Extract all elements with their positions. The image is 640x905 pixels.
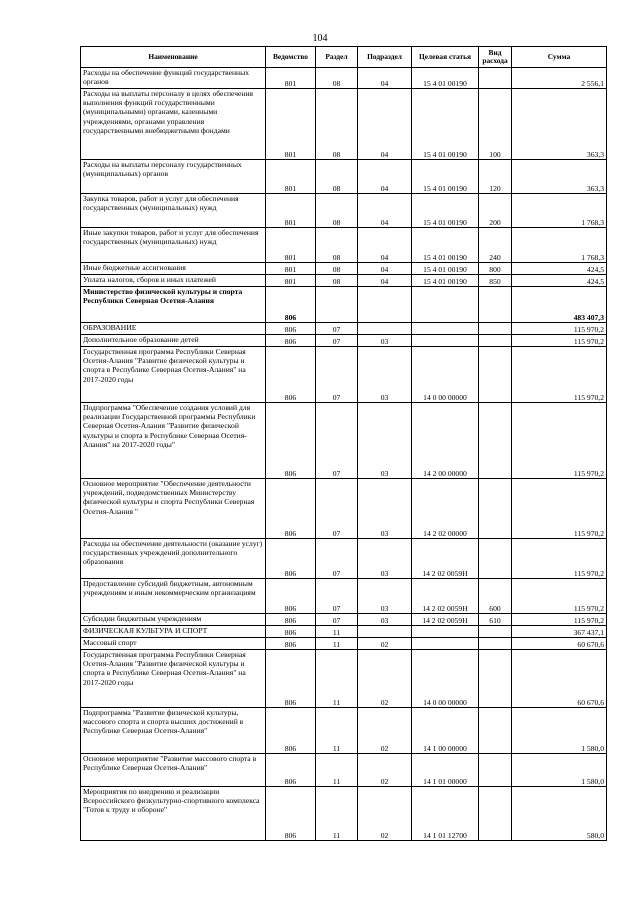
row-podrazdel-cell — [358, 626, 412, 638]
table-row — [81, 479, 607, 539]
row-vedomstvo-cell: 806 — [266, 708, 316, 754]
row-summa-cell: 1 580,0 — [512, 754, 607, 787]
row-razdel-cell: 11 — [316, 708, 358, 754]
row-vedomstvo-cell: 806 — [266, 579, 316, 614]
row-name-cell: Уплата налогов, сборов и иных платежей — [81, 275, 266, 287]
row-summa-cell: 367 437,1 — [512, 626, 607, 638]
row-razdel-cell: 08 — [316, 263, 358, 275]
row-summa-cell: 424,5 — [512, 275, 607, 287]
row-razdel-cell: 07 — [316, 347, 358, 403]
row-vedomstvo-cell: 801 — [266, 89, 316, 160]
header-podrazdel: Подраздел — [358, 47, 412, 68]
table-row — [81, 160, 607, 194]
row-vid-cell: 100 — [479, 89, 512, 160]
row-summa-cell: 115 970,2 — [512, 403, 607, 479]
row-razdel-cell: 07 — [316, 335, 358, 347]
table-row — [81, 347, 607, 403]
row-vid-cell — [479, 626, 512, 638]
row-statya-cell: 14 2 02 0059Н — [412, 579, 479, 614]
row-statya-cell — [412, 287, 479, 323]
row-podrazdel-cell: 03 — [358, 479, 412, 539]
table-row — [81, 89, 607, 160]
row-razdel-cell: 07 — [316, 579, 358, 614]
row-razdel-cell: 11 — [316, 787, 358, 841]
row-podrazdel-cell: 02 — [358, 787, 412, 841]
row-name-cell: Подпрограмма "Обеспечение создания условий для реализации Государственной программы Республики Северная Осетия-Алания "Развитие физической культуры и спорта в Республике Северная Осетия-Алания" на 2017-2020 годы" — [81, 403, 266, 479]
header-statya: Целевая статья — [412, 47, 479, 68]
row-name-cell: Расходы на обеспечение функций государственных органов — [81, 68, 266, 89]
row-statya-cell: 14 1 01 12700 — [412, 787, 479, 841]
row-razdel-cell: 08 — [316, 68, 358, 89]
table-row — [81, 194, 607, 228]
table-row — [81, 754, 607, 787]
row-summa-cell: 115 970,2 — [512, 323, 607, 335]
row-vid-cell: 600 — [479, 579, 512, 614]
table-row — [81, 638, 607, 650]
row-razdel-cell: 07 — [316, 479, 358, 539]
row-podrazdel-cell: 03 — [358, 347, 412, 403]
row-summa-cell: 1 768,3 — [512, 194, 607, 228]
row-razdel-cell: 11 — [316, 650, 358, 708]
row-vid-cell — [479, 479, 512, 539]
table-row — [81, 579, 607, 614]
row-vid-cell: 120 — [479, 160, 512, 194]
row-statya-cell: 14 2 02 0059Н — [412, 614, 479, 626]
row-summa-cell: 115 970,2 — [512, 479, 607, 539]
row-razdel-cell: 07 — [316, 539, 358, 579]
row-podrazdel-cell: 03 — [358, 335, 412, 347]
row-vid-cell — [479, 403, 512, 479]
row-podrazdel-cell: 04 — [358, 275, 412, 287]
row-statya-cell — [412, 626, 479, 638]
row-podrazdel-cell — [358, 287, 412, 323]
table-row — [81, 323, 607, 335]
row-name-cell: Субсидии бюджетным учреждениям — [81, 614, 266, 626]
row-vid-cell — [479, 323, 512, 335]
row-vid-cell: 850 — [479, 275, 512, 287]
row-razdel-cell: 07 — [316, 323, 358, 335]
row-statya-cell: 14 1 00 00000 — [412, 708, 479, 754]
row-summa-cell: 363,3 — [512, 160, 607, 194]
row-vid-cell — [479, 650, 512, 708]
row-name-cell: Основное мероприятие "Развитие массового спорта в Республике Северная Осетия-Алания" — [81, 754, 266, 787]
row-name-cell: Подпрограмма "Развитие физической культуры, массового спорта и спорта высших достижений в Республике Северная Осетия-Алания" — [81, 708, 266, 754]
row-statya-cell: 14 1 01 00000 — [412, 754, 479, 787]
row-vid-cell — [479, 638, 512, 650]
header-name: Наименование — [81, 47, 266, 68]
row-vedomstvo-cell: 806 — [266, 787, 316, 841]
table-body — [81, 68, 607, 841]
row-vid-cell — [479, 347, 512, 403]
row-statya-cell: 15 4 01 00190 — [412, 194, 479, 228]
row-vedomstvo-cell: 806 — [266, 626, 316, 638]
row-statya-cell: 15 4 01 00190 — [412, 263, 479, 275]
row-vedomstvo-cell: 801 — [266, 68, 316, 89]
row-razdel-cell: 11 — [316, 626, 358, 638]
row-name-cell: Расходы на обеспечение деятельности (оказание услуг) государственных учреждений дополнительного образования — [81, 539, 266, 579]
row-statya-cell: 14 2 02 0059Н — [412, 539, 479, 579]
row-name-cell: Предоставление субсидий бюджетным, автономным учреждениям и иным некоммерческим организациям — [81, 579, 266, 614]
row-statya-cell — [412, 323, 479, 335]
budget-table — [80, 46, 607, 841]
row-vedomstvo-cell: 806 — [266, 287, 316, 323]
table-row — [81, 335, 607, 347]
row-podrazdel-cell: 03 — [358, 403, 412, 479]
row-vedomstvo-cell: 806 — [266, 479, 316, 539]
row-name-cell: Расходы на выплаты персоналу в целях обеспечения выполнения функций государственными (муниципальными) органами, казенными учреждениями, органами управления государственными внебюджетными фондами — [81, 89, 266, 160]
row-summa-cell: 2 556,1 — [512, 68, 607, 89]
row-podrazdel-cell — [358, 323, 412, 335]
table-row — [81, 287, 607, 323]
row-razdel-cell: 07 — [316, 403, 358, 479]
row-name-cell: Иные бюджетные ассигнования — [81, 263, 266, 275]
row-vedomstvo-cell: 806 — [266, 650, 316, 708]
row-statya-cell: 15 4 01 00190 — [412, 160, 479, 194]
row-razdel-cell: 08 — [316, 194, 358, 228]
row-name-cell: Массовый спорт — [81, 638, 266, 650]
row-name-cell: Дополнительное образование детей — [81, 335, 266, 347]
row-summa-cell: 115 970,2 — [512, 539, 607, 579]
row-vid-cell: 240 — [479, 228, 512, 263]
row-vedomstvo-cell: 806 — [266, 539, 316, 579]
row-statya-cell: 15 4 01 00190 — [412, 68, 479, 89]
row-vedomstvo-cell: 806 — [266, 754, 316, 787]
table-header-row — [81, 47, 607, 68]
row-vedomstvo-cell: 801 — [266, 263, 316, 275]
row-vedomstvo-cell: 806 — [266, 323, 316, 335]
row-vedomstvo-cell: 801 — [266, 275, 316, 287]
table-row — [81, 539, 607, 579]
table-row — [81, 787, 607, 841]
row-vid-cell — [479, 754, 512, 787]
row-podrazdel-cell: 02 — [358, 638, 412, 650]
row-vid-cell — [479, 335, 512, 347]
row-name-cell: Государственная программа Республики Северная Осетия-Алания "Развитие физической культуры и спорта в Республике Северная Осетия-Алания" на 2017-2020 годы — [81, 347, 266, 403]
row-podrazdel-cell: 04 — [358, 263, 412, 275]
table-row — [81, 68, 607, 89]
row-podrazdel-cell: 04 — [358, 194, 412, 228]
row-vid-cell — [479, 287, 512, 323]
page-number: 104 — [312, 33, 328, 44]
row-name-cell: Мероприятия по внедрению и реализации Всероссийского физкультурно-спортивного комплекса "Готов к труду и обороне" — [81, 787, 266, 841]
row-razdel-cell: 11 — [316, 638, 358, 650]
row-razdel-cell: 11 — [316, 754, 358, 787]
row-name-cell: ФИЗИЧЕСКАЯ КУЛЬТУРА И СПОРТ — [81, 626, 266, 638]
row-vedomstvo-cell: 806 — [266, 638, 316, 650]
row-summa-cell: 115 970,2 — [512, 579, 607, 614]
row-summa-cell: 363,3 — [512, 89, 607, 160]
row-razdel-cell: 07 — [316, 614, 358, 626]
table-row — [81, 403, 607, 479]
row-summa-cell: 580,0 — [512, 787, 607, 841]
row-statya-cell: 14 0 00 00000 — [412, 347, 479, 403]
row-vid-cell: 800 — [479, 263, 512, 275]
row-podrazdel-cell: 03 — [358, 579, 412, 614]
row-vedomstvo-cell: 801 — [266, 228, 316, 263]
header-razdel: Раздел — [316, 47, 358, 68]
row-podrazdel-cell: 04 — [358, 68, 412, 89]
row-razdel-cell: 08 — [316, 89, 358, 160]
row-podrazdel-cell: 02 — [358, 708, 412, 754]
row-vedomstvo-cell: 806 — [266, 403, 316, 479]
row-statya-cell: 15 4 01 00190 — [412, 228, 479, 263]
row-name-cell: Министерство физической культуры и спорта Республики Северная Осетия-Алания — [81, 287, 266, 323]
header-summa: Сумма — [512, 47, 607, 68]
row-summa-cell: 1 768,3 — [512, 228, 607, 263]
table-row — [81, 708, 607, 754]
row-name-cell: Закупка товаров, работ и услуг для обеспечения государственных (муниципальных) нужд — [81, 194, 266, 228]
row-statya-cell: 14 0 00 00000 — [412, 650, 479, 708]
row-razdel-cell: 08 — [316, 160, 358, 194]
row-summa-cell: 1 580,0 — [512, 708, 607, 754]
row-vid-cell — [479, 787, 512, 841]
row-name-cell: Расходы на выплаты персоналу государственных (муниципальных) органов — [81, 160, 266, 194]
table-row — [81, 614, 607, 626]
row-name-cell: Основное мероприятие "Обеспечение деятельности учреждений, подведомственных Министерству физической культуры и спорта Республики Северная Осетия-Алания " — [81, 479, 266, 539]
row-statya-cell: 15 4 01 00190 — [412, 275, 479, 287]
row-razdel-cell: 08 — [316, 228, 358, 263]
row-summa-cell: 115 970,2 — [512, 614, 607, 626]
row-vedomstvo-cell: 801 — [266, 194, 316, 228]
row-vedomstvo-cell: 806 — [266, 335, 316, 347]
table-row — [81, 275, 607, 287]
row-summa-cell: 60 670,6 — [512, 638, 607, 650]
row-razdel-cell — [316, 287, 358, 323]
row-statya-cell: 14 2 02 00000 — [412, 479, 479, 539]
header-vedomstvo: Ведомство — [266, 47, 316, 68]
row-vid-cell: 200 — [479, 194, 512, 228]
row-podrazdel-cell: 04 — [358, 89, 412, 160]
row-vid-cell: 610 — [479, 614, 512, 626]
row-podrazdel-cell: 04 — [358, 160, 412, 194]
row-podrazdel-cell: 02 — [358, 754, 412, 787]
row-summa-cell: 424,5 — [512, 263, 607, 275]
row-statya-cell — [412, 638, 479, 650]
row-podrazdel-cell: 03 — [358, 539, 412, 579]
row-podrazdel-cell: 04 — [358, 228, 412, 263]
row-vedomstvo-cell: 806 — [266, 614, 316, 626]
row-statya-cell: 14 2 00 00000 — [412, 403, 479, 479]
row-podrazdel-cell: 03 — [358, 614, 412, 626]
row-statya-cell: 15 4 01 00190 — [412, 89, 479, 160]
row-name-cell: Иные закупки товаров, работ и услуг для обеспечения государственных (муниципальных) нужд — [81, 228, 266, 263]
row-statya-cell — [412, 335, 479, 347]
row-vedomstvo-cell: 801 — [266, 160, 316, 194]
row-razdel-cell: 08 — [316, 275, 358, 287]
row-vid-cell — [479, 708, 512, 754]
row-vedomstvo-cell: 806 — [266, 347, 316, 403]
row-name-cell: Государственная программа Республики Северная Осетия-Алания "Развитие физической культуры и спорта в Республике Северная Осетия-Алания" на 2017-2020 годы — [81, 650, 266, 708]
row-summa-cell: 60 670,6 — [512, 650, 607, 708]
row-summa-cell: 483 407,3 — [512, 287, 607, 323]
table-row — [81, 263, 607, 275]
table-row — [81, 650, 607, 708]
header-vid: Вид расхода — [479, 47, 512, 68]
row-vid-cell — [479, 539, 512, 579]
table-row — [81, 626, 607, 638]
row-summa-cell: 115 970,2 — [512, 335, 607, 347]
row-vid-cell — [479, 68, 512, 89]
row-name-cell: ОБРАЗОВАНИЕ — [81, 323, 266, 335]
table-row — [81, 228, 607, 263]
row-podrazdel-cell: 02 — [358, 650, 412, 708]
row-summa-cell: 115 970,2 — [512, 347, 607, 403]
